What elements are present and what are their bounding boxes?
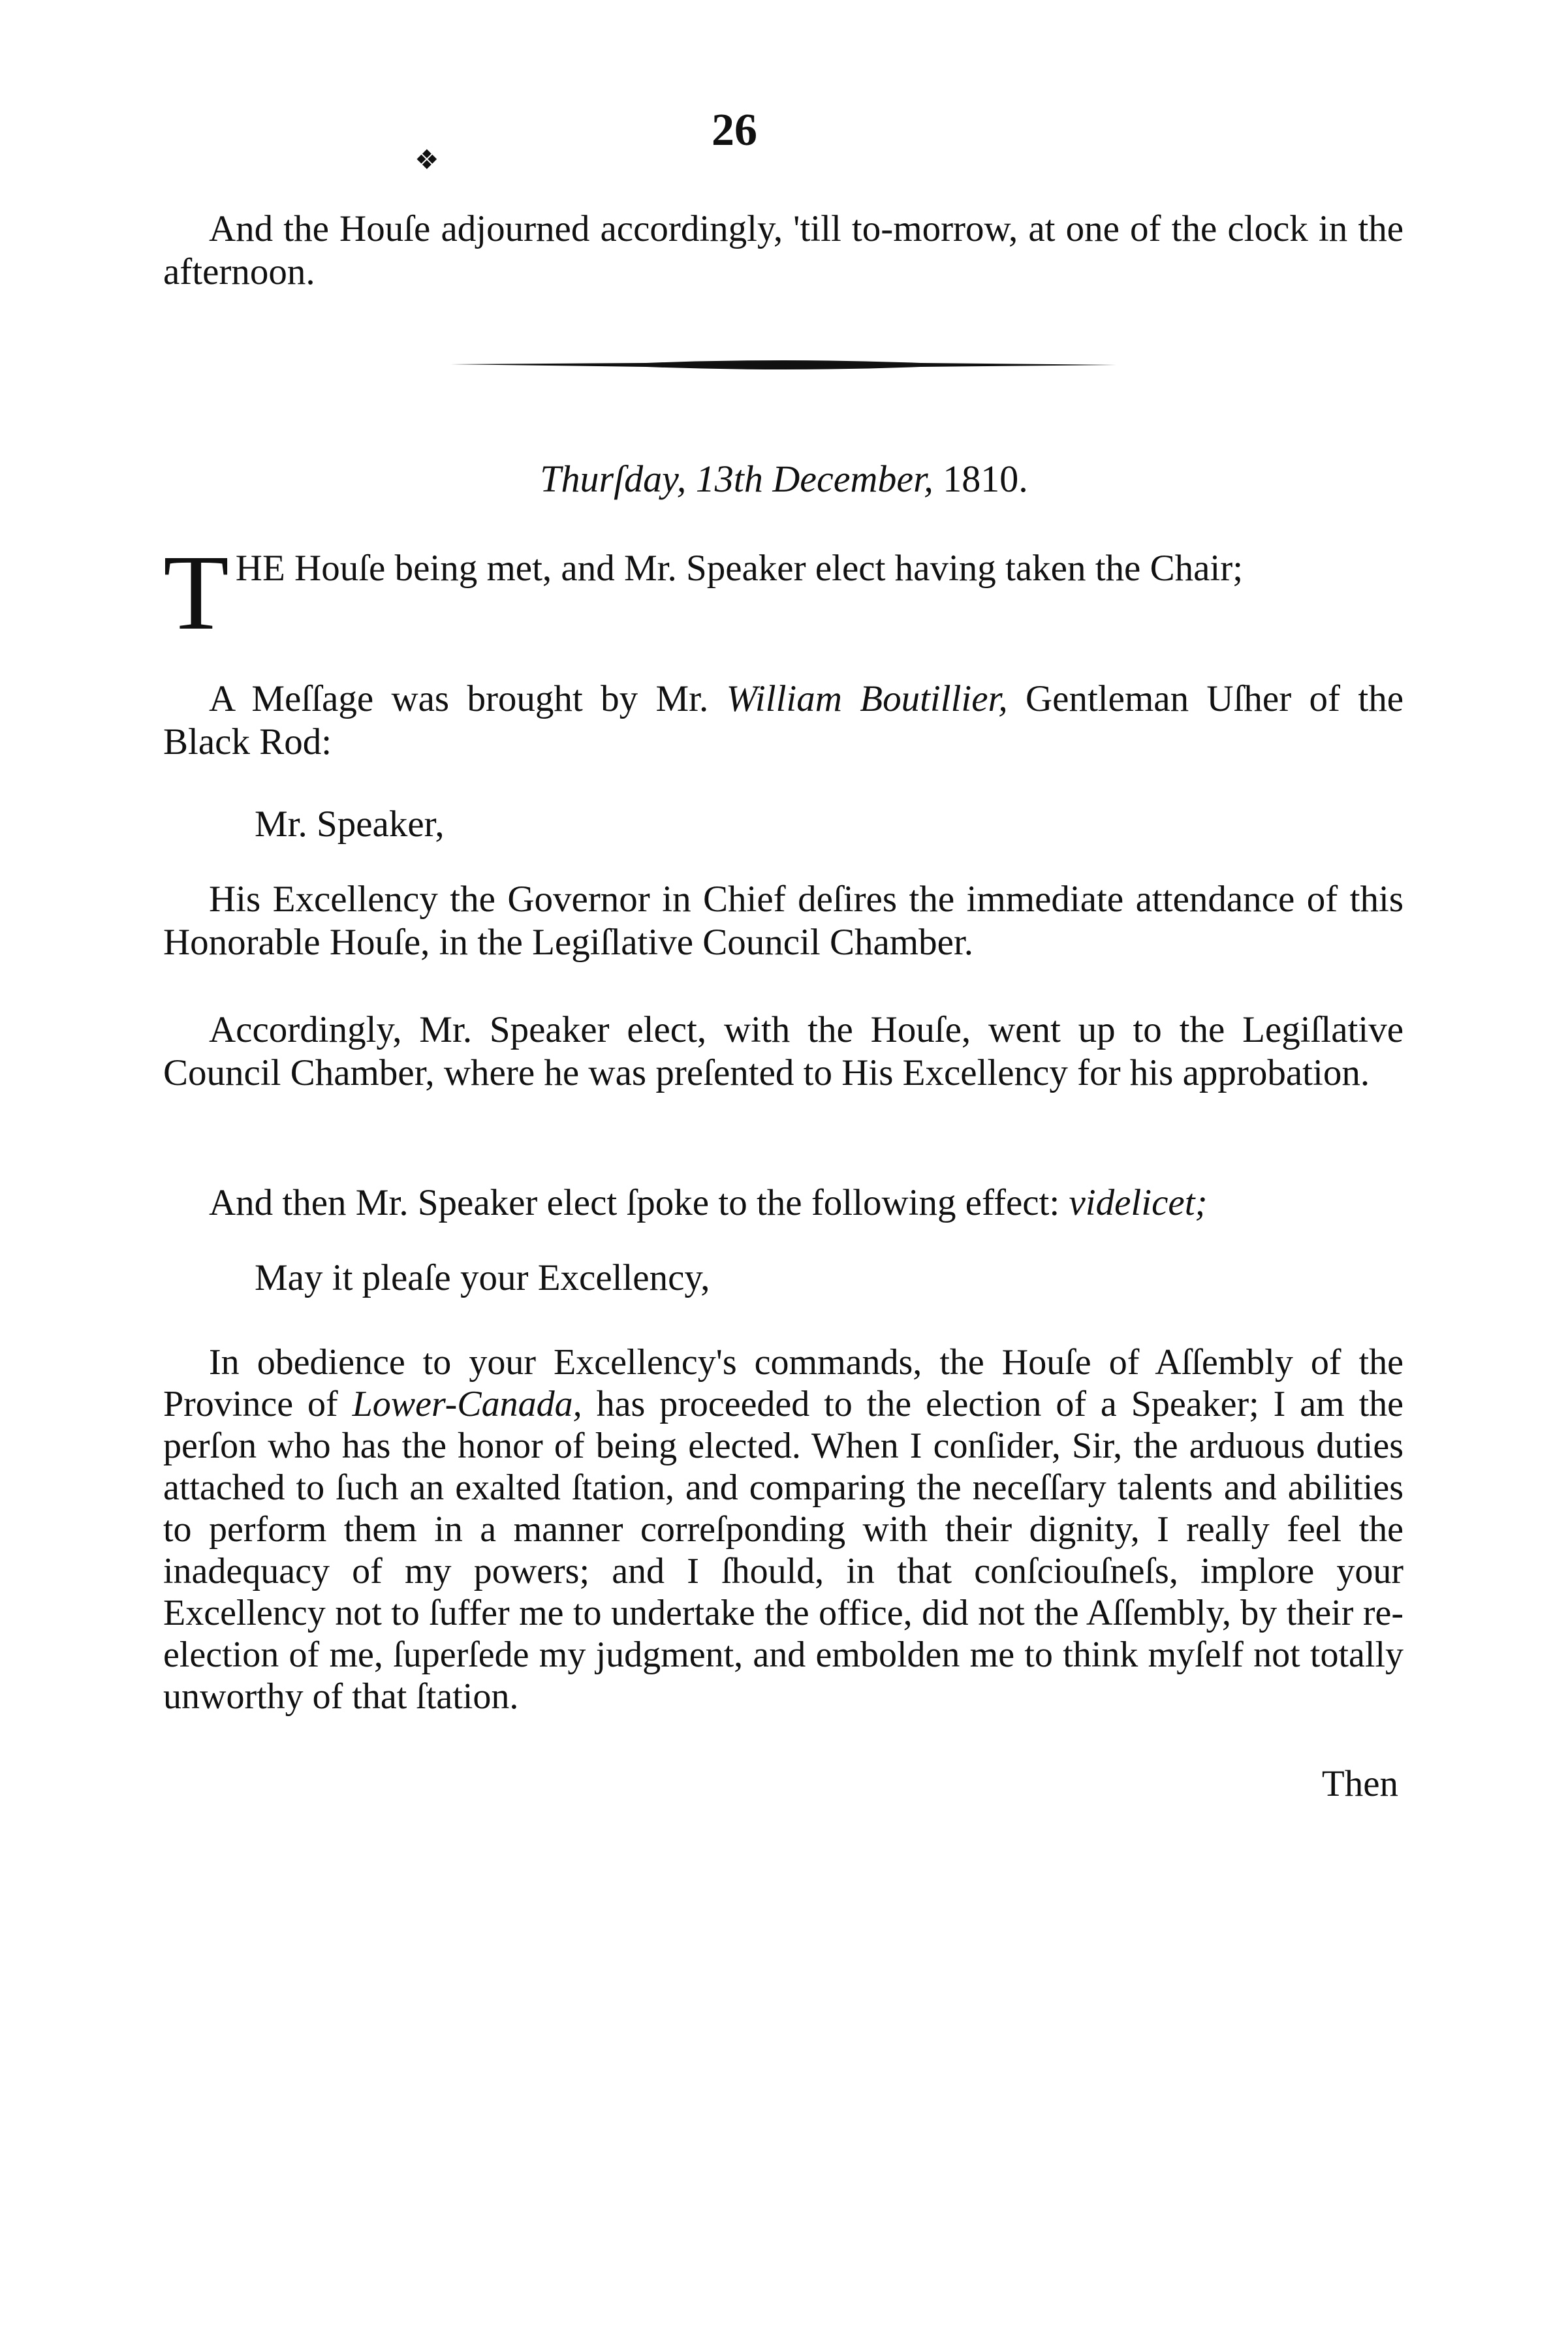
paragraph-message-intro [163,678,1403,764]
salutation-text: Mr. Speaker, [255,804,445,845]
speech-place: Lower-Canada, [352,1384,582,1424]
message-intro-after: Gentleman Uſher of the Black Rod: [163,678,1404,762]
message-intro-text [163,678,1403,764]
paragraph-adjourned [163,208,1403,294]
printer-ornament-mark: ❖ [415,146,439,176]
usher-name: William Boutillier, [726,678,1008,719]
speech-text [163,1341,1403,1717]
message-text: His Excellency the Governor in Chief deſires the immediate attendance of this Honorable Houſe, in the Legiſlative Council Chamber. [163,879,1403,963]
speech-part2: has proceeded to the election of a Speaker; I am the perſon who has the honor of being elected. When I conſider, Sir, the arduous duties attached to ſuch an exalted ſtation, and comparing the neceſſary talents and abilities to perform them in a manner correſponding with their dignity, I really feel the inadequacy of my powers; and I ſhould, in that conſciouſneſs, implore your Excellency not to ſuffer me to undertake the office, did not the Aſſembly, by their re-election of me, ſuperſede my judgment, and embolden me to think myſelf not totally unworthy of that ſtation. [163,1384,1403,1717]
paragraph-address [163,1257,1403,1300]
speech-part1: In obedience to your Excellency's commands, the Houſe of Aſſembly of the Province of [163,1342,1403,1424]
paragraph-speech-intro [163,1182,1403,1225]
speech-intro-text [163,1182,1403,1225]
speech-intro-before: And then Mr. Speaker elect ſpoke to the following effect: [209,1182,1069,1223]
date-date: 13th December, [695,458,933,500]
date-year: 1810. [943,458,1028,500]
paragraph-salutation [163,803,1403,846]
paragraph-opening [163,533,1403,652]
section-divider-rule [450,358,1116,372]
drop-cap: T [163,533,229,652]
paragraph-speech [163,1341,1403,1717]
accordingly-text: Accordingly, Mr. Speaker elect, with the Houſe, went up to the Legiſlative Council Chamber, where he was preſented to His Excellency for his approbation. [163,1009,1403,1093]
paragraph-opening-text [163,533,1403,652]
address-text: May it pleaſe your Excellency, [255,1257,710,1298]
paragraph-adjourned-text: And the Houſe adjourned accordingly, 'till to-morrow, at one of the clock in the afternoon. [163,208,1403,292]
page-number: 26 [712,105,757,155]
opening-text: HE Houſe being met, and Mr. Speaker elect having taken the Chair; [235,548,1244,589]
date-day: Thurſday, [540,458,687,500]
paragraph-message [163,878,1403,964]
speech-intro-italic: videlicet; [1069,1182,1208,1223]
message-intro-before: A Meſſage was brought by Mr. [209,678,727,719]
catchword: Then [1321,1763,1398,1804]
paragraph-accordingly [163,1009,1403,1095]
date-heading [0,457,1568,501]
